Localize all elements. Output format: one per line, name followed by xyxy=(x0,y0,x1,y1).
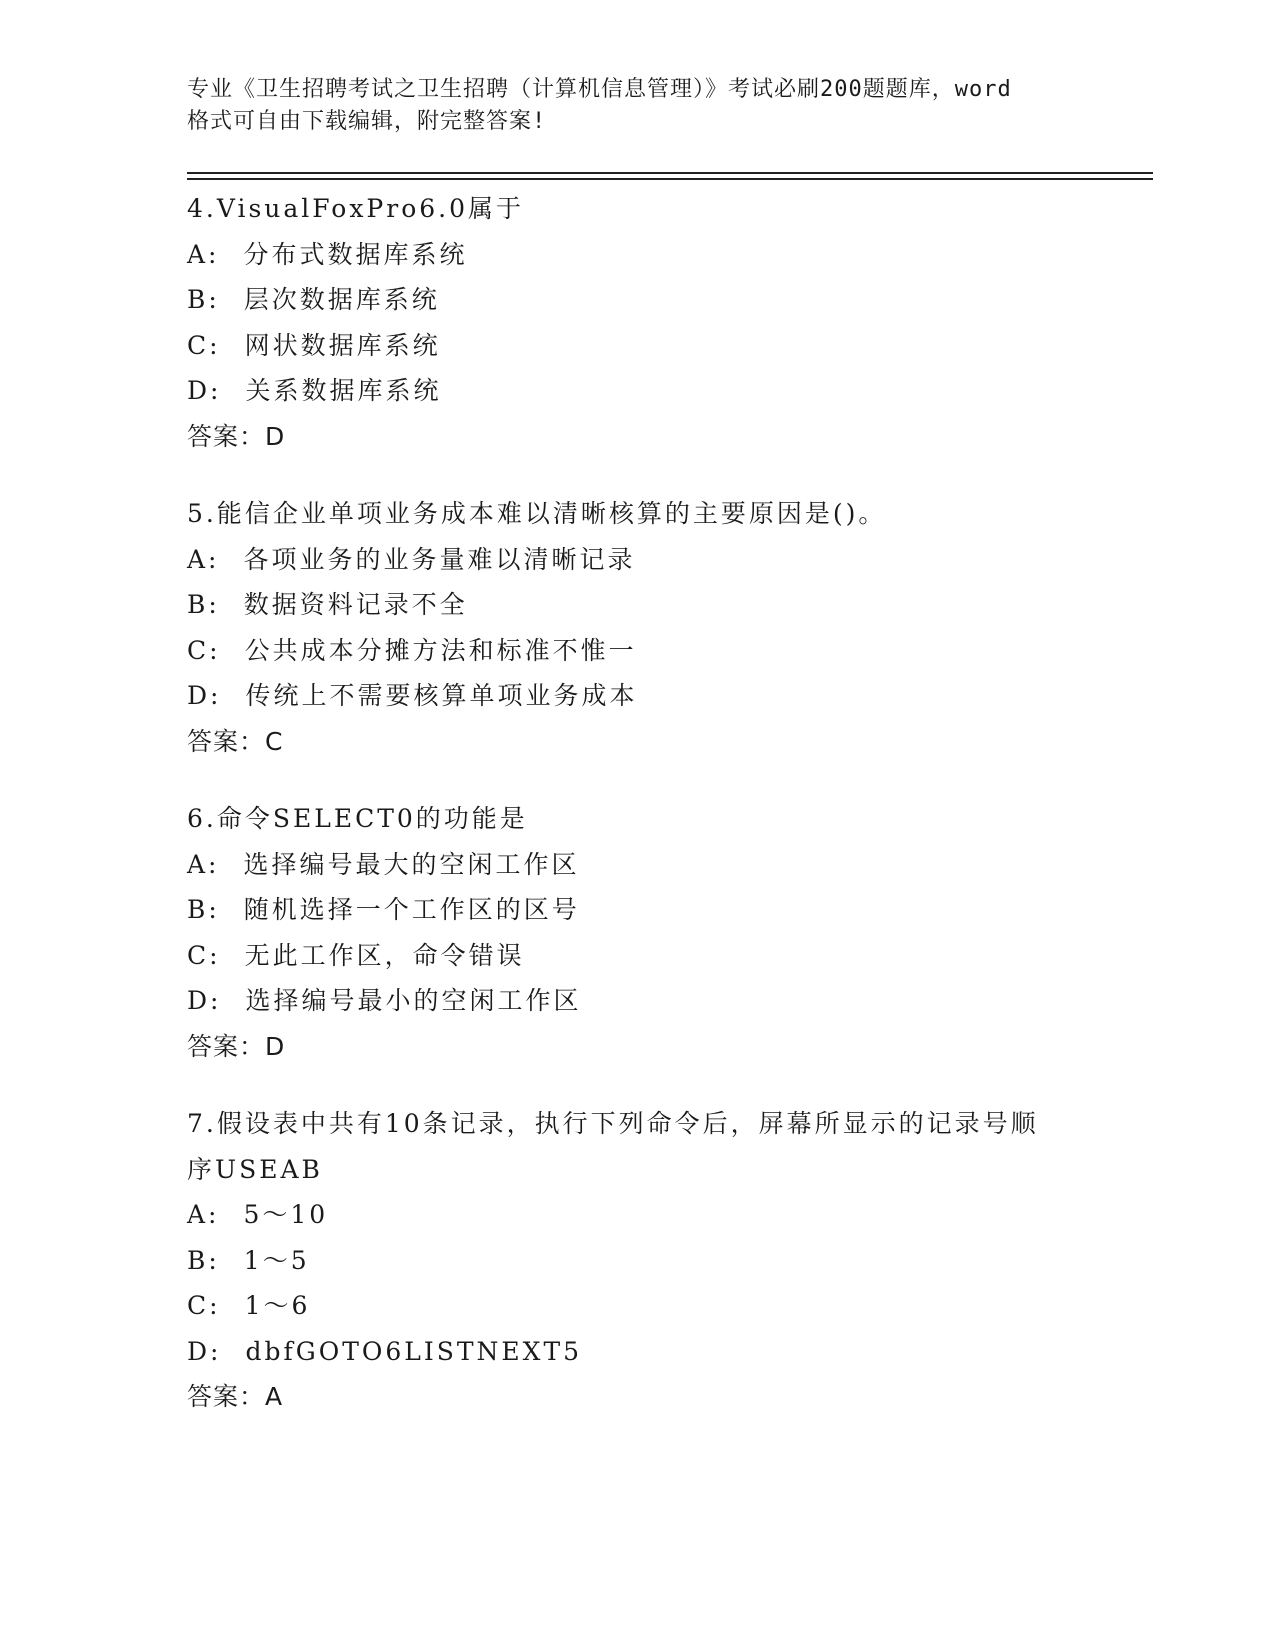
answer-line: 答案：D xyxy=(187,1031,286,1061)
option-text: 无此工作区，命令错误 xyxy=(244,940,525,970)
option-key: A: xyxy=(187,1200,220,1229)
option-b xyxy=(187,1238,1087,1284)
option-key: B: xyxy=(187,590,220,619)
document-header xyxy=(187,74,1087,138)
answer-line: 答案：A xyxy=(187,1382,284,1411)
option-text: 公共成本分摊方法和标准不惟一 xyxy=(244,635,637,665)
option-d xyxy=(187,1329,1087,1375)
question-text-line-1: 7.假设表中共有10条记录，执行下列命令后，屏幕所显示的记录号顺 xyxy=(187,1109,1039,1138)
option-text: 关系数据库系统 xyxy=(245,376,442,405)
option-key: C: xyxy=(187,635,221,665)
option-text: 网状数据库系统 xyxy=(244,330,441,360)
option-text: 随机选择一个工作区的区号 xyxy=(243,895,580,924)
option-key: D: xyxy=(187,376,222,405)
option-key: A: xyxy=(187,849,220,879)
option-text: 数据资料记录不全 xyxy=(243,590,468,619)
option-key: B: xyxy=(187,1245,220,1275)
question-text: 4.VisualFoxPro6.0属于 xyxy=(187,194,525,223)
option-key: A: xyxy=(187,239,220,269)
option-key: C: xyxy=(187,940,221,970)
option-text: 层次数据库系统 xyxy=(243,285,440,314)
option-b xyxy=(187,887,1087,933)
header-line-1: 专业《卫生招聘考试之卫生招聘（计算机信息管理）》考试必刷200题题库，word xyxy=(187,77,1012,102)
option-text: 选择编号最大的空闲工作区 xyxy=(243,849,580,879)
question-6 xyxy=(187,796,1087,1069)
header-rule-top xyxy=(187,172,1153,174)
option-key: B: xyxy=(187,285,220,314)
answer-line: 答案：C xyxy=(187,726,284,756)
option-c xyxy=(187,1283,1087,1329)
question-5 xyxy=(187,491,1087,764)
question-text-line-2: 序USEAB xyxy=(187,1154,323,1184)
option-a xyxy=(187,232,1087,278)
question-7 xyxy=(187,1101,1087,1420)
option-key: D: xyxy=(187,1336,222,1366)
option-a xyxy=(187,537,1087,583)
header-rule-bottom xyxy=(187,178,1153,180)
option-a xyxy=(187,842,1087,888)
option-text: 1～5 xyxy=(243,1245,310,1275)
option-key: C: xyxy=(187,330,221,360)
option-key: A: xyxy=(187,544,220,574)
option-text: 选择编号最小的空闲工作区 xyxy=(245,986,582,1015)
option-d xyxy=(187,368,1087,414)
option-key: D: xyxy=(187,986,222,1015)
option-text: dbfGOTO6LISTNEXT5 xyxy=(245,1336,583,1366)
question-4 xyxy=(187,186,1087,459)
option-c xyxy=(187,933,1087,979)
option-d xyxy=(187,978,1087,1024)
option-a xyxy=(187,1192,1087,1238)
option-text: 5～10 xyxy=(243,1200,329,1229)
option-key: D: xyxy=(187,681,222,710)
option-c xyxy=(187,628,1087,674)
option-b xyxy=(187,582,1087,628)
option-text: 传统上不需要核算单项业务成本 xyxy=(245,681,638,710)
question-text: 6.命令SELECT0的功能是 xyxy=(187,804,528,833)
option-key: B: xyxy=(187,895,220,924)
option-d xyxy=(187,673,1087,719)
option-text: 各项业务的业务量难以清晰记录 xyxy=(243,544,636,574)
option-text: 1～6 xyxy=(244,1291,311,1320)
question-text: 5.能信企业单项业务成本难以清晰核算的主要原因是()。 xyxy=(187,499,887,528)
header-line-2: 格式可自由下载编辑，附完整答案! xyxy=(187,109,547,134)
option-key: C: xyxy=(187,1291,221,1320)
option-text: 分布式数据库系统 xyxy=(243,239,468,269)
option-c xyxy=(187,323,1087,369)
answer-line: 答案：D xyxy=(187,421,286,451)
option-b xyxy=(187,277,1087,323)
